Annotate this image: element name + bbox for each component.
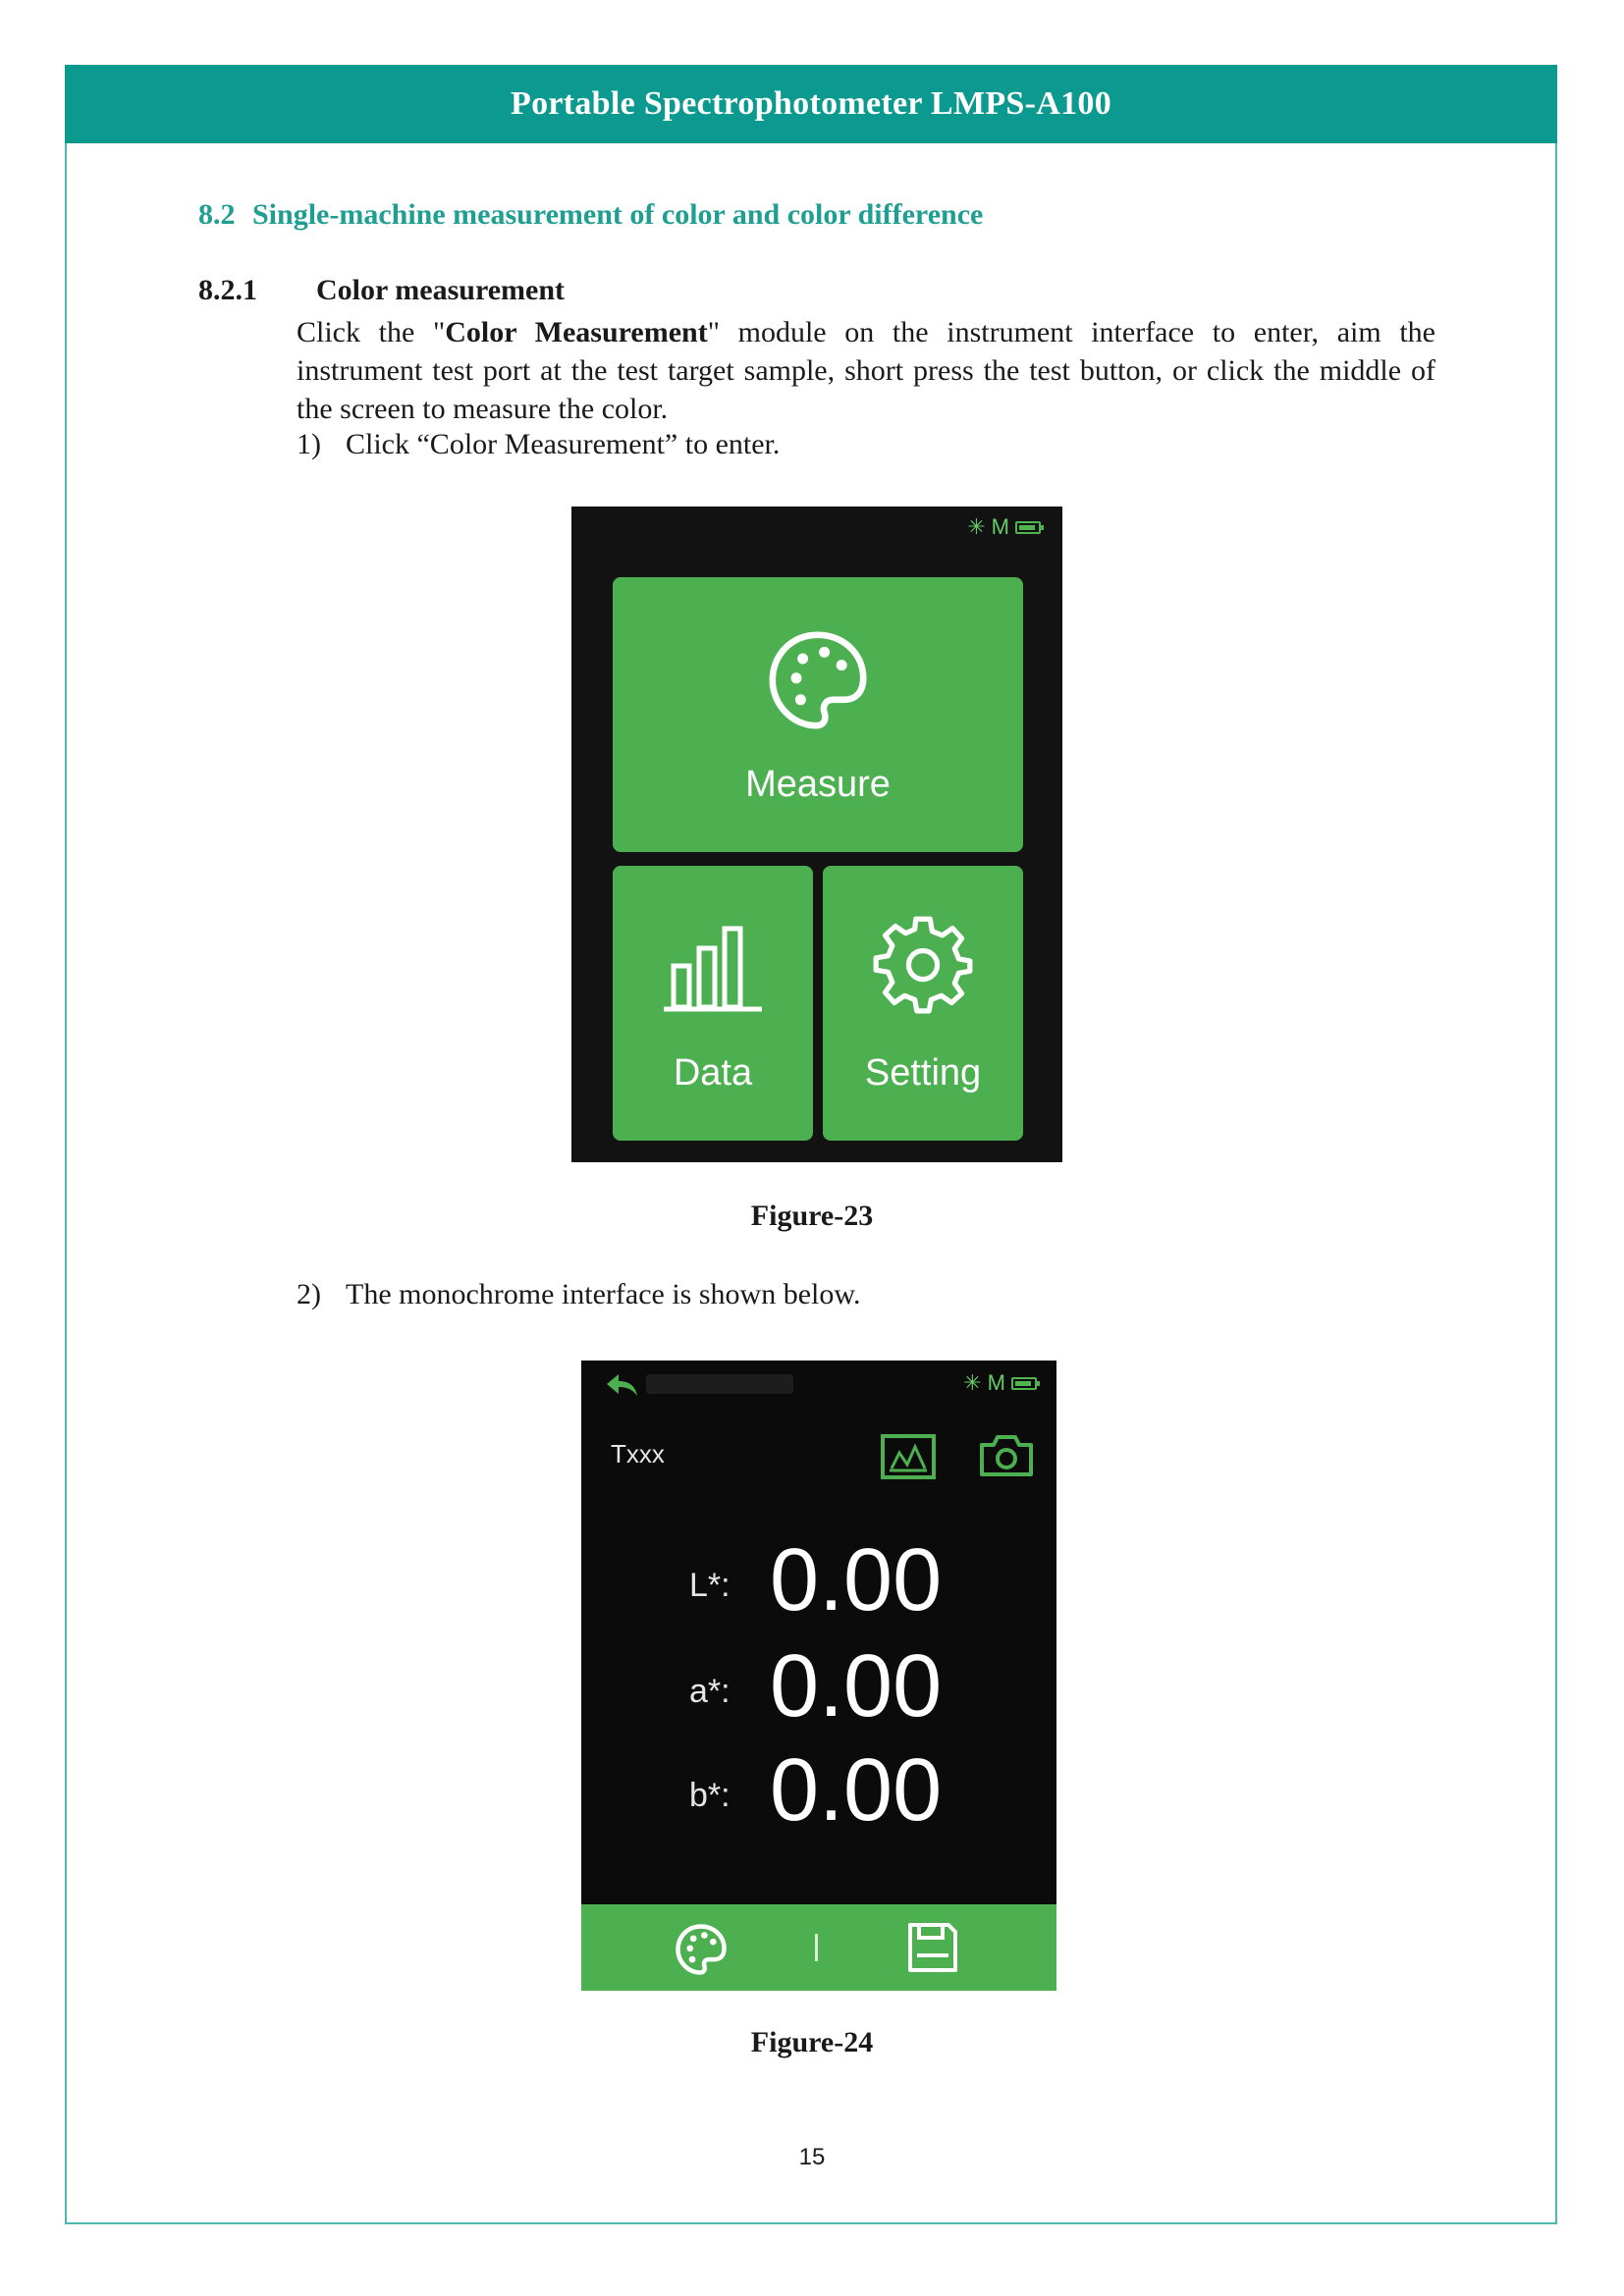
paragraph-bold-term: Color Measurement <box>445 316 708 348</box>
screen-top-bar <box>581 1361 1056 1408</box>
bluetooth-icon: ✳ <box>963 1370 982 1395</box>
setting-label: Setting <box>864 1052 982 1094</box>
b-star-row <box>581 1743 1056 1838</box>
step-2 <box>297 1278 861 1311</box>
mode-indicator: M <box>987 1370 1005 1395</box>
bottom-toolbar <box>581 1904 1056 1991</box>
step-1 <box>297 428 780 461</box>
figure-24-caption: Figure-24 <box>750 2026 874 2058</box>
b-star-label: b*: <box>689 1777 731 1814</box>
setting-tile[interactable] <box>823 866 1023 1141</box>
mode-indicator: M <box>991 514 1009 539</box>
device-screen-main-menu <box>571 507 1062 1162</box>
device-screen-measurement <box>581 1361 1056 1991</box>
toolbar-divider <box>815 1934 818 1961</box>
data-label: Data <box>673 1052 753 1094</box>
palette-icon <box>764 626 872 734</box>
gear-icon <box>872 913 974 1015</box>
step-number: 1) <box>297 428 321 460</box>
sample-name: Txxx <box>611 1439 665 1468</box>
a-star-row <box>581 1639 1056 1734</box>
step-text: The monochrome interface is shown below. <box>346 1278 861 1310</box>
lightness-row <box>581 1533 1056 1628</box>
measure-label: Measure <box>745 764 891 805</box>
page-number: 15 <box>798 2144 826 2170</box>
status-bar <box>967 514 1041 540</box>
section-heading <box>198 198 983 232</box>
intro-paragraph <box>297 313 1435 428</box>
document-header <box>65 65 1557 143</box>
measure-tile[interactable] <box>613 577 1023 852</box>
header-title: Portable Spectrophotometer LMPS-A100 <box>511 85 1111 122</box>
step-number: 2) <box>297 1278 321 1310</box>
camera-icon[interactable] <box>978 1431 1035 1478</box>
section-title: Single-machine measurement of color and color difference <box>252 198 984 231</box>
palette-icon[interactable] <box>674 1922 729 1977</box>
back-arrow-icon[interactable] <box>605 1372 640 1398</box>
bar-chart-icon <box>660 917 768 1015</box>
l-star-label: L*: <box>689 1567 731 1604</box>
l-star-value: 0.00 <box>770 1531 943 1629</box>
battery-icon <box>1015 521 1041 534</box>
b-star-value: 0.00 <box>770 1741 943 1840</box>
figure-23-caption: Figure-23 <box>750 1200 874 1232</box>
screen-title-obscured <box>646 1374 793 1394</box>
subsection-heading <box>198 274 565 307</box>
subsection-title: Color measurement <box>316 274 566 306</box>
section-number: 8.2 <box>198 198 236 231</box>
bluetooth-icon: ✳ <box>967 514 986 539</box>
a-star-label: a*: <box>689 1673 731 1710</box>
subsection-number: 8.2.1 <box>198 274 257 306</box>
a-star-value: 0.00 <box>770 1637 943 1735</box>
curve-chart-icon[interactable] <box>880 1433 937 1480</box>
data-tile[interactable] <box>613 866 813 1141</box>
save-icon[interactable] <box>905 1920 960 1975</box>
battery-icon <box>1011 1377 1037 1390</box>
status-bar <box>963 1370 1037 1396</box>
step-text: Click “Color Measurement” to enter. <box>346 428 781 460</box>
paragraph-text-start: Click the " <box>297 316 446 348</box>
paragraph-text-end: " module on the instrument interface to enter, aim the instrument test port at the test target sample, short press the test button, or click the middle of the screen to measure the color. <box>297 316 1435 425</box>
